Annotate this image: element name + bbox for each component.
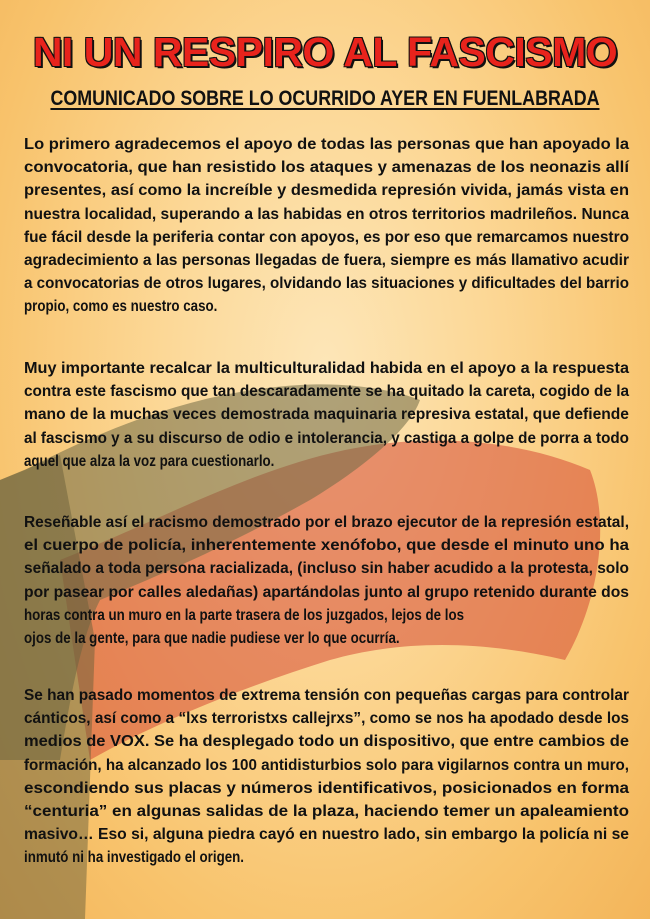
- page-subtitle: [0, 85, 650, 113]
- paragraph-line: Reseñable así el racismo demostrado por el brazo ejecutor de la represión estatal,: [24, 514, 629, 531]
- page-subtitle-text: COMUNICADO SOBRE LO OCURRIDO AYER EN FUENLABRADA: [50, 87, 600, 110]
- paragraph-line: por pasear por calles aledañas) apartándolas junto al grupo retenido durante dos: [24, 583, 630, 601]
- paragraph-3: [24, 511, 629, 650]
- paragraph-line: Lo primero agradecemos el apoyo de todas las personas que han apoyado la: [24, 136, 629, 153]
- paragraph-line: Se han pasado momentos de extrema tensión con pequeñas cargas para controlar: [24, 687, 629, 704]
- paragraph-line: al fascismo y a su discurso de odio e intolerancia, y castiga a golpe de porra a todo: [24, 429, 629, 447]
- paragraph-line: aquel que alza la voz para cuestionarlo.: [24, 452, 275, 470]
- paragraph-line: masivo… Eso si, alguna piedra cayó en nuestro lado, sin embargo la policía ni se: [24, 826, 630, 844]
- paragraph-line: escondiendo sus placas y números identificativos, posicionados en forma: [24, 779, 630, 797]
- paragraph-line: horas contra un muro en la parte trasera de los juzgados, lejos de los: [24, 606, 465, 624]
- paragraph-line: el cuerpo de policía, inherentemente xenófobo, que desde el minuto uno ha: [24, 537, 629, 555]
- paragraph-line: señalado a toda persona racializada, (incluso sin haber acudido a la protesta, solo: [24, 560, 630, 578]
- paragraph-line: propio, como es nuestro caso.: [24, 298, 218, 316]
- paragraph-line: formación, ha alcanzado los 100 antidisturbios solo para vigilarnos contra un muro,: [24, 756, 630, 774]
- paragraph-line: Muy importante recalcar la multiculturalidad habida en el apoyo a la respuesta: [24, 360, 630, 377]
- page-title: NI UN RESPIRO AL FASCISMO: [32, 29, 618, 75]
- paragraph-line: presentes, así como la increíble y desmedida represión vivida, jamás vista en: [24, 182, 630, 200]
- paragraph-2: [24, 357, 629, 473]
- paragraph-line: a convocatorias de otros lugares, olvidando las situaciones y dificultades del barrio: [24, 275, 629, 293]
- paragraph-line: mano de la muchas veces demostrada maquinaria represiva estatal, que defiende: [24, 406, 629, 424]
- paragraph-line: nuestra localidad, superando a las habidas en otros territorios madrileños. Nunca: [24, 205, 629, 223]
- paragraph-line: agradecimiento a las personas llegadas de fuera, siempre es más llamativo acudir: [24, 252, 630, 270]
- paragraph-line: ojos de la gente, para que nadie pudiese ver lo que ocurría.: [24, 630, 400, 648]
- paragraph-line: convocatoria, que han resistido los ataques y amenazas de los neonazis allí: [24, 159, 629, 177]
- paragraph-line: fue fácil desde la periferia contar con apoyos, es por eso que remarcamos nuestro: [24, 228, 629, 246]
- paragraph-line: cánticos, así como a “lxs terroristxs callejrxs”, como se nos ha apodado desde los: [24, 710, 630, 728]
- paragraph-line: inmutó ni ha investigado el origen.: [24, 849, 244, 867]
- paragraph-line: “centuria” en algunas salidas de la plaza, haciendo temer un apaleamiento: [24, 803, 629, 821]
- paragraph-4: [24, 684, 629, 870]
- paragraph-line: medios de VOX. Se ha desplegado todo un dispositivo, que entre cambios de: [24, 733, 630, 751]
- paragraph-1: [24, 133, 629, 319]
- paragraph-line: contra este fascismo que tan descaradamente se ha quitado la careta, cogido de la: [24, 383, 630, 401]
